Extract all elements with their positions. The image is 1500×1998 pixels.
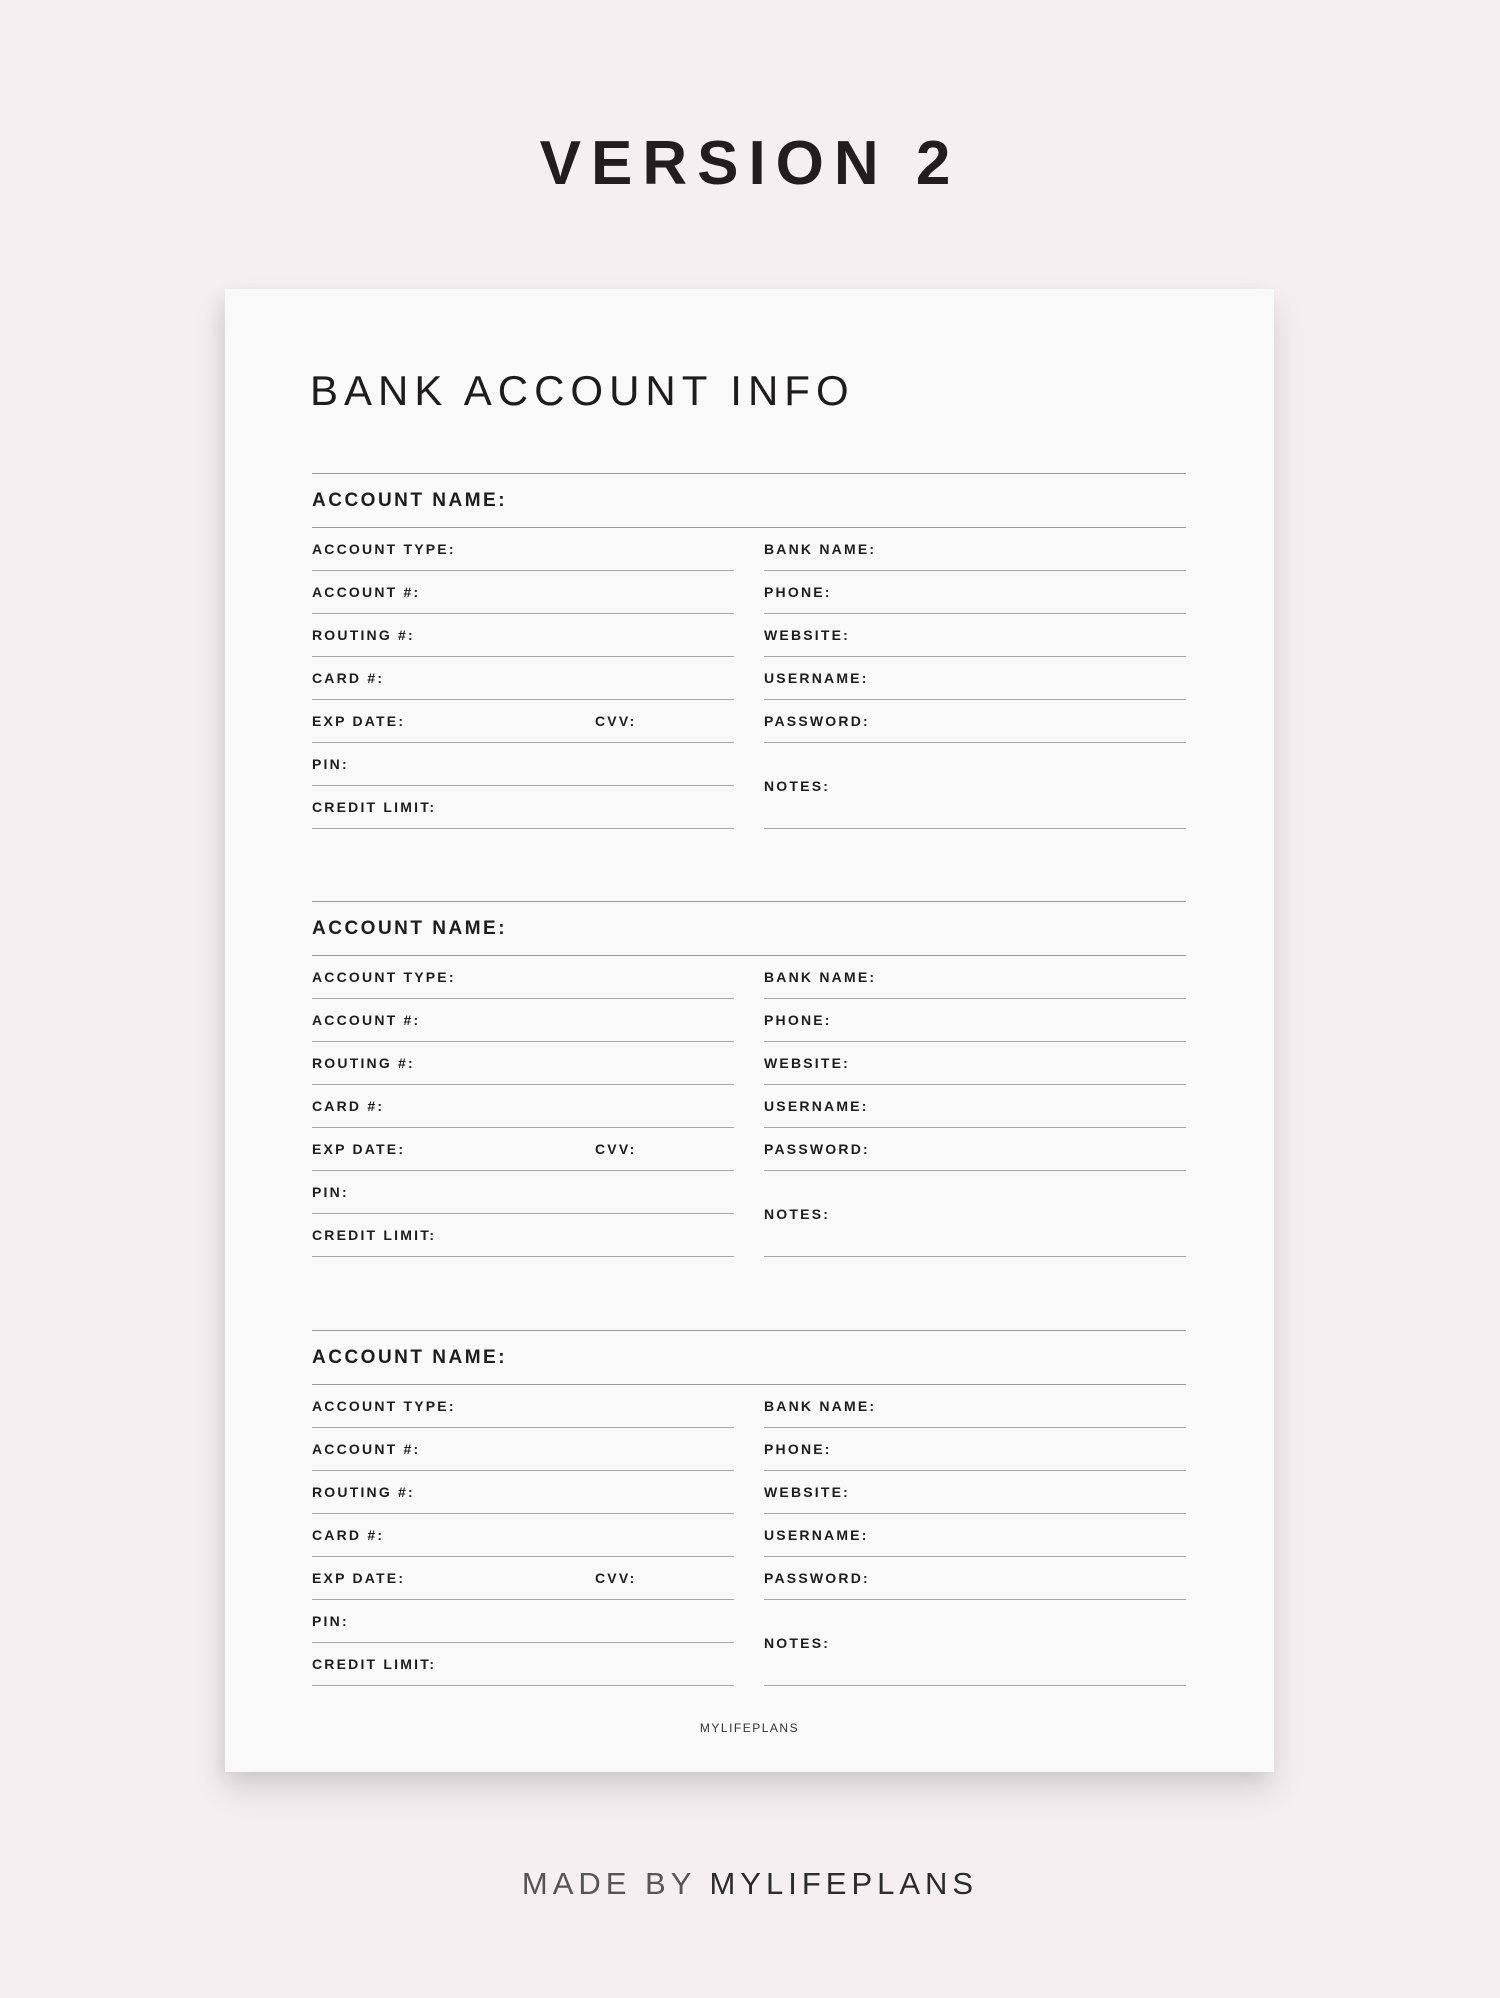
- field-row[interactable]: [764, 956, 1186, 999]
- brand-name: MYLIFEPLANS: [709, 1866, 979, 1901]
- field-row[interactable]: [764, 1385, 1186, 1428]
- field-row[interactable]: [312, 1128, 734, 1171]
- field-row[interactable]: [764, 614, 1186, 657]
- field-row[interactable]: [312, 743, 734, 786]
- field-label: BANK NAME:: [764, 969, 877, 985]
- left-column: [312, 956, 734, 1257]
- field-row[interactable]: [312, 571, 734, 614]
- field-row[interactable]: [312, 1214, 734, 1257]
- field-label: ACCOUNT #:: [312, 1012, 421, 1028]
- field-row[interactable]: [764, 1428, 1186, 1471]
- field-label: EXP DATE:: [312, 1570, 406, 1586]
- field-label: ROUTING #:: [312, 1484, 415, 1500]
- account-name-label: ACCOUNT NAME:: [312, 917, 508, 939]
- field-label: CARD #:: [312, 1098, 385, 1114]
- field-label: ACCOUNT TYPE:: [312, 969, 456, 985]
- field-label: WEBSITE:: [764, 1484, 851, 1500]
- field-row[interactable]: [312, 1428, 734, 1471]
- account-section: [312, 1330, 1186, 1686]
- field-row[interactable]: [312, 1557, 734, 1600]
- right-column: [764, 1385, 1186, 1686]
- field-label: PHONE:: [764, 1441, 832, 1457]
- page-title: BANK ACCOUNT INFO: [310, 367, 855, 414]
- field-label: PHONE:: [764, 1012, 832, 1028]
- field-label: PHONE:: [764, 584, 832, 600]
- field-row[interactable]: [764, 1471, 1186, 1514]
- field-label: PIN:: [312, 1184, 349, 1200]
- field-label: ACCOUNT #:: [312, 1441, 421, 1457]
- field-row[interactable]: [764, 571, 1186, 614]
- notes-label: NOTES:: [764, 777, 831, 794]
- page-brand: MYLIFEPLANS: [699, 1721, 800, 1735]
- field-row[interactable]: [312, 614, 734, 657]
- field-label: BANK NAME:: [764, 1398, 877, 1414]
- field-label: USERNAME:: [764, 1098, 869, 1114]
- field-row[interactable]: [312, 956, 734, 999]
- field-label: EXP DATE:: [312, 1141, 406, 1157]
- field-label: EXP DATE:: [312, 713, 406, 729]
- field-row[interactable]: [312, 1042, 734, 1085]
- field-row[interactable]: [764, 700, 1186, 743]
- field-row[interactable]: [312, 1643, 734, 1686]
- notes-label: NOTES:: [764, 1634, 831, 1651]
- field-row[interactable]: [764, 1557, 1186, 1600]
- notes-field[interactable]: [764, 1171, 1186, 1257]
- field-label: PIN:: [312, 756, 349, 772]
- field-label: BANK NAME:: [764, 541, 877, 557]
- field-label: ACCOUNT TYPE:: [312, 1398, 456, 1414]
- field-row[interactable]: [764, 999, 1186, 1042]
- account-name-field[interactable]: [312, 902, 1186, 956]
- field-label: CARD #:: [312, 1527, 385, 1543]
- right-column: [764, 528, 1186, 829]
- made-by-footer: [0, 1866, 1500, 1902]
- field-row[interactable]: [312, 1600, 734, 1643]
- field-label: ACCOUNT TYPE:: [312, 541, 456, 557]
- field-label: WEBSITE:: [764, 1055, 851, 1071]
- notes-label: NOTES:: [764, 1205, 831, 1222]
- field-label: USERNAME:: [764, 1527, 869, 1543]
- account-name-label: ACCOUNT NAME:: [312, 489, 508, 511]
- field-label: PIN:: [312, 1613, 349, 1629]
- field-row[interactable]: [312, 700, 734, 743]
- field-row[interactable]: [312, 999, 734, 1042]
- field-row[interactable]: [764, 1514, 1186, 1557]
- notes-field[interactable]: [764, 1600, 1186, 1686]
- field-row[interactable]: [312, 1385, 734, 1428]
- left-column: [312, 1385, 734, 1686]
- field-row[interactable]: [312, 1085, 734, 1128]
- right-column: [764, 956, 1186, 1257]
- field-label: ACCOUNT #:: [312, 584, 421, 600]
- field-label: CREDIT LIMIT:: [312, 799, 437, 815]
- field-label: ROUTING #:: [312, 1055, 415, 1071]
- field-label: PASSWORD:: [764, 1141, 870, 1157]
- account-name-label: ACCOUNT NAME:: [312, 1346, 508, 1368]
- field-row[interactable]: [764, 1128, 1186, 1171]
- field-row[interactable]: [312, 1514, 734, 1557]
- account-name-field[interactable]: [312, 1331, 1186, 1385]
- field-row[interactable]: [764, 657, 1186, 700]
- field-row[interactable]: [312, 657, 734, 700]
- printable-page: [225, 289, 1274, 1772]
- notes-field[interactable]: [764, 743, 1186, 829]
- field-label: CREDIT LIMIT:: [312, 1656, 437, 1672]
- field-label: PASSWORD:: [764, 713, 870, 729]
- field-label: CARD #:: [312, 670, 385, 686]
- field-label: USERNAME:: [764, 670, 869, 686]
- account-section: [312, 473, 1186, 829]
- field-row[interactable]: [764, 1042, 1186, 1085]
- left-column: [312, 528, 734, 829]
- field-row[interactable]: [764, 1085, 1186, 1128]
- cvv-label: CVV:: [595, 1570, 637, 1586]
- field-label: ROUTING #:: [312, 627, 415, 643]
- made-by-label: MADE BY: [521, 1866, 696, 1901]
- field-row[interactable]: [764, 528, 1186, 571]
- field-row[interactable]: [312, 1171, 734, 1214]
- field-row[interactable]: [312, 786, 734, 829]
- account-name-field[interactable]: [312, 474, 1186, 528]
- cvv-label: CVV:: [595, 1141, 637, 1157]
- cvv-label: CVV:: [595, 713, 637, 729]
- version-heading: VERSION 2: [539, 129, 961, 198]
- field-label: WEBSITE:: [764, 627, 851, 643]
- field-row[interactable]: [312, 528, 734, 571]
- field-label: PASSWORD:: [764, 1570, 870, 1586]
- account-section: [312, 901, 1186, 1257]
- field-label: CREDIT LIMIT:: [312, 1227, 437, 1243]
- field-row[interactable]: [312, 1471, 734, 1514]
